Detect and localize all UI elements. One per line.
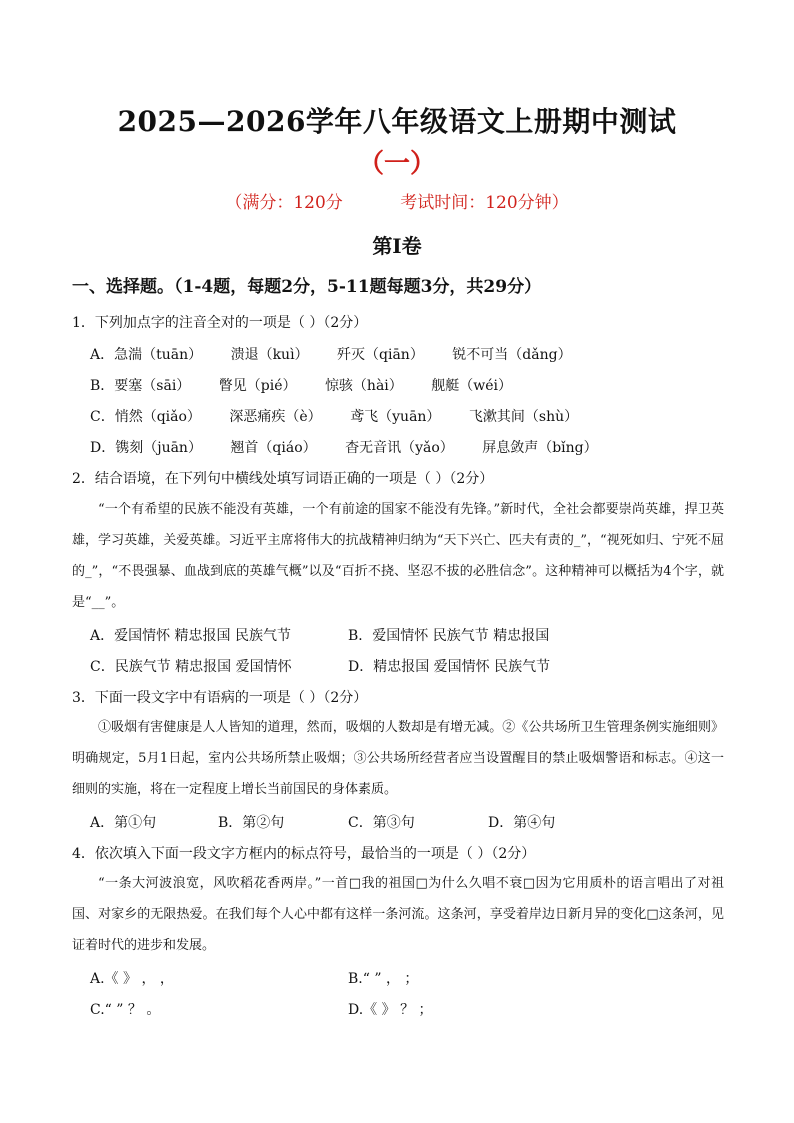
question-1-option-c	[90, 406, 602, 426]
option-part: 溃退（kuì）	[230, 347, 309, 363]
option-part: 深恶痛疾（è）	[229, 409, 322, 425]
page-title: 2025—2026学年八年级语文上册期中测试	[117, 105, 677, 138]
option-part: 杳无音讯（yǎo）	[345, 440, 454, 456]
question-4-option-a: A.《 》 ， ，	[90, 971, 174, 987]
question-4-option-d: D.《 》 ？ ；	[348, 1002, 433, 1018]
question-1-option-a	[90, 344, 596, 364]
option-part: D．镌刻（juān）	[90, 440, 202, 456]
option-part: 飞漱其间（shù）	[468, 409, 579, 425]
option-part: 鸢飞（yuān）	[350, 409, 441, 425]
question-1-option-b	[90, 375, 536, 395]
question-3-option-d: D．第④句	[488, 815, 556, 831]
exam-meta	[0, 188, 794, 213]
option-part: 舰艇（wéi）	[431, 378, 512, 394]
option-part: 歼灭（qiān）	[337, 347, 424, 363]
option-part: 屏息敛声（bǐng）	[482, 440, 598, 456]
volume-heading: 第Ⅰ卷	[372, 234, 422, 258]
question-2-option-a: A．爱国情怀 精忠报国 民族气节	[90, 628, 292, 644]
option-part: 锐不可当（dǎng）	[452, 347, 572, 363]
question-3-option-a: A．第①句	[90, 815, 157, 831]
question-2-option-d: D．精忠报国 爱国情怀 民族气节	[348, 659, 551, 675]
question-3-option-c: C．第③句	[348, 815, 415, 831]
question-3-stem: 3．下面一段文字中有语病的一项是（ ）（2分）	[72, 690, 368, 706]
question-3-option-b: B．第②句	[218, 815, 285, 831]
section-heading: 一、选择题。（1-4题，每题2分，5-11题每题3分，共29分）	[72, 277, 542, 297]
question-4-option-b: B.“ ” ， ；	[348, 971, 419, 987]
question-1-option-d	[90, 437, 622, 457]
page-subtitle: （一）	[357, 149, 436, 179]
option-part: C．悄然（qiǎo）	[90, 409, 201, 425]
question-2-stem: 2．结合语境，在下列句中横线处填写词语正确的一项是（ ）（2分）	[72, 471, 494, 487]
option-part: 惊骇（hài）	[324, 378, 403, 394]
exam-time: 考试时间：120分钟）	[400, 193, 569, 213]
question-4-passage: “一条大河波浪宽，风吹稻花香两岸。”一首□我的祖国□为什么久唱不衰□因为它用质朴的语言唱出了对祖国、对家乡的无限热爱。在我们每个人心中都有这样一条河流。这条河，享受着岸边日新月异的变化□这条河，见证着时代的进步和发展。	[72, 876, 724, 953]
option-part: 瞥见（pié）	[218, 378, 297, 394]
option-part: A．急湍（tuān）	[90, 347, 203, 363]
question-3-passage: ①吸烟有害健康是人人皆知的道理，然而，吸烟的人数却是有增无减。②《公共场所卫生管理条例实施细则》明确规定，5月1日起，室内公共场所禁止吸烟；③公共场所经营者应当设置醒目的禁止吸烟警语和标志。④这一细则的实施，将在一定程度上增长当前国民的身体素质。	[72, 720, 724, 797]
question-4-option-c: C.“ ” ？ 。	[90, 1002, 161, 1018]
question-2-passage: “一个有希望的民族不能没有英雄，一个有前途的国家不能没有先锋。”新时代，全社会都要崇尚英雄，捍卫英雄，学习英雄，关爱英雄。习近平主席将伟大的抗战精神归纳为“天下兴亡、匹夫有责的_”，“视死如归、宁死不屈的_”，“不畏强暴、血战到底的英雄气概”以及“百折不挠、坚忍不拔的必胜信念”。这种精神可以概括为4个字，就是“__”。	[72, 502, 724, 610]
option-part: 翘首（qiáo）	[230, 440, 317, 456]
question-4-stem: 4．依次填入下面一段文字方框内的标点符号，最恰当的一项是（ ）（2分）	[72, 846, 536, 862]
full-score: （满分：120分	[225, 193, 343, 213]
question-2-option-c: C．民族气节 精忠报国 爱国情怀	[90, 659, 292, 675]
question-1-stem: 1．下列加点字的注音全对的一项是（ ）（2分）	[72, 315, 368, 331]
option-part: B．要塞（sāi）	[90, 378, 191, 394]
question-2-option-b: B．爱国情怀 民族气节 精忠报国	[348, 628, 550, 644]
